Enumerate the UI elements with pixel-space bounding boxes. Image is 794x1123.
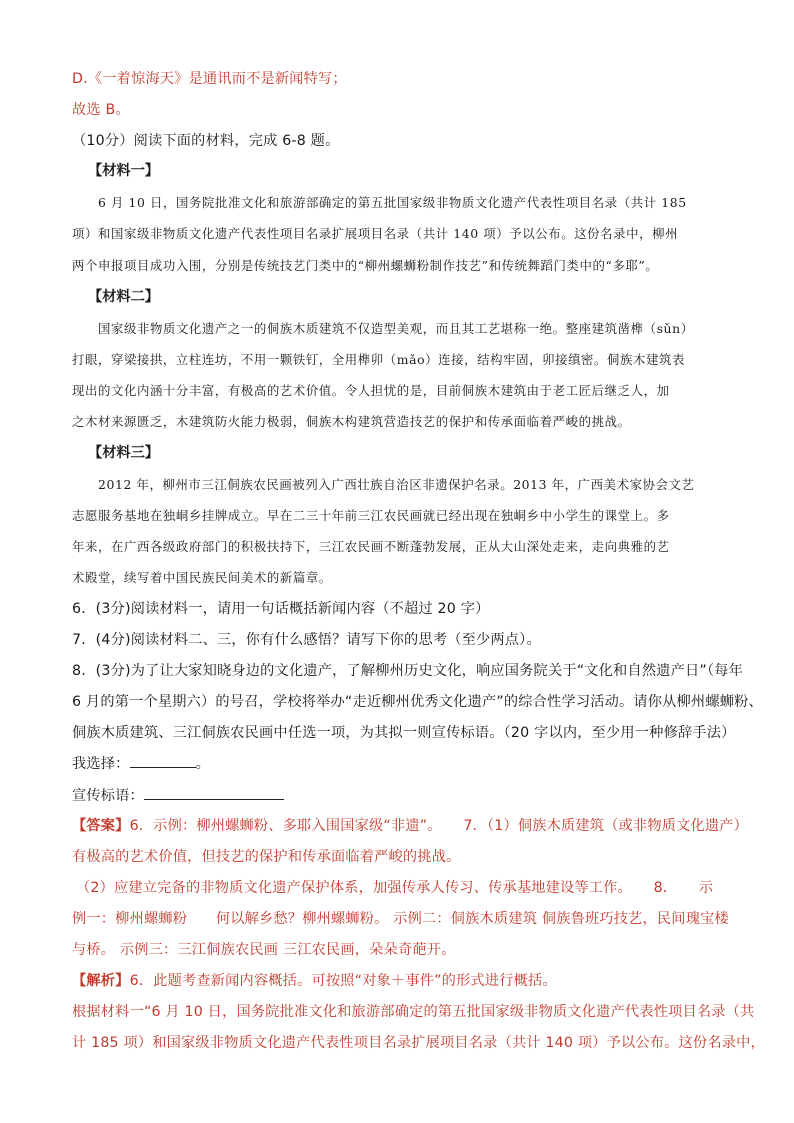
material-2-line: 之木材来源匮乏，木建筑防火能力极弱，侗族木构建筑营造技艺的保护和传承面临着严峻的挑战。 xyxy=(72,414,631,429)
question-8-line: 侗族木质建筑、三江侗族农民画中任选一项，为其拟一则宣传标语。（20 字以内，至少用一种修辞手法） xyxy=(72,725,736,741)
section-intro: （10分）阅读下面的材料，完成 6-8 题。 xyxy=(72,133,340,149)
question-6: 6．(3分)阅读材料一，请用一句话概括新闻内容（不超过 20 字） xyxy=(72,601,490,617)
material-1-line: 两个申报项目成功入围，分别是传统技艺门类中的“柳州螺蛳粉制作技艺”和传统舞蹈门类中的“多耶”。 xyxy=(72,258,659,273)
prev-option-d: D.《一着惊海天》是通讯而不是新闻特写； xyxy=(72,71,347,87)
material-3-line: 年来，在广西各级政府部门的积极扶持下，三江农民画不断蓬勃发展，正从大山深处走来，走向典雅的艺 xyxy=(72,539,670,554)
material-1-heading: 【材料一】 xyxy=(88,163,159,179)
material-1-line: 6 月 10 日，国务院批准文化和旅游部确定的第五批国家级非物质文化遗产代表性项目名录（共计 185 xyxy=(98,195,687,210)
answer-tag: 【答案】 xyxy=(72,818,130,834)
answer-line: 有极高的艺术价值，但技艺的保护和传承面临着严峻的挑战。 xyxy=(72,849,461,865)
analysis-tag: 【解析】 xyxy=(72,973,130,989)
material-2-line: 现出的文化内涵十分丰富，有极高的艺术价值。令人担忧的是，目前侗族木建筑由于老工匠后继乏人，加 xyxy=(72,383,670,398)
answer-line: 与桥。 示例三：三江侗族农民画 三江农民画，朵朵奇葩开。 xyxy=(72,942,456,958)
material-1-line: 项）和国家级非物质文化遗产代表性项目名录扩展项目名录（共计 140 项）予以公布。这份名录中，柳州 xyxy=(72,226,679,241)
material-2-line: 打眼，穿梁接拱，立柱连坊，不用一颗铁钉，全用榫卯（mǎo）连接，结构牢固，卯接缜密。侗族木建筑表 xyxy=(72,352,685,367)
material-2-heading: 【材料二】 xyxy=(88,289,159,305)
analysis-line: 计 185 项）和国家级非物质文化遗产代表性项目名录扩展项目名录（共计 140 项）予以公布。这份名录中， xyxy=(72,1035,765,1051)
material-3-heading: 【材料三】 xyxy=(88,445,159,461)
answer-line xyxy=(72,815,748,835)
question-8-line: 8．(3分)为了让大家知晓身边的文化遗产，了解柳州历史文化，响应国务院关于“文化和自然遗产日”（每年 xyxy=(72,663,743,679)
material-3-line: 志愿服务基地在独峒乡挂牌成立。早在二三十年前三江农民画就已经出现在独峒乡中小学生的课堂上。多 xyxy=(72,508,670,523)
prev-choice: 故选 B。 xyxy=(72,102,130,118)
slogan-blank[interactable] xyxy=(144,785,284,800)
choose-row xyxy=(72,753,210,773)
choose-end: 。 xyxy=(195,756,210,772)
analysis-first: 6．此题考查新闻内容概括。可按照“对象＋事件”的形式进行概括。 xyxy=(129,973,557,989)
slogan-label: 宣传标语： xyxy=(72,788,144,804)
material-2-line: 国家级非物质文化遗产之一的侗族木质建筑不仅造型美观，而且其工艺堪称一绝。整座建筑凿榫（sǔn） xyxy=(98,321,694,336)
analysis-line: 根据材料一“6 月 10 日，国务院批准文化和旅游部确定的第五批国家级非物质文化遗产代表性项目名录（共 xyxy=(72,1004,755,1020)
analysis-line xyxy=(72,970,557,990)
material-3-line: 2012 年，柳州市三江侗族农民画被列入广西壮族自治区非遗保护名录。2013 年，广西美术家协会文艺 xyxy=(98,477,695,492)
choose-blank[interactable] xyxy=(130,753,196,768)
answer-line: 例一：柳州螺蛳粉 何以解乡愁？柳州螺蛳粉。 示例二：侗族木质建筑 侗族鲁班巧技艺，民间瑰宝楼 xyxy=(72,911,729,927)
question-7: 7．(4分)阅读材料二、三，你有什么感悟？请写下你的思考（至少两点）。 xyxy=(72,632,541,648)
question-8-line: 6 月的第一个星期六）的号召，学校将举办“走近柳州优秀文化遗产”的综合性学习活动。请你从柳州螺蛳粉、 xyxy=(72,694,763,710)
material-3-line: 术殿堂，续写着中国民族民间美术的新篇章。 xyxy=(72,570,332,585)
choose-label: 我选择： xyxy=(72,756,130,772)
answer-text: 6．示例：柳州螺蛳粉、多耶入围国家级“非遗”。 7．（1）侗族木质建筑（或非物质文化遗产） xyxy=(129,818,749,834)
slogan-row xyxy=(72,785,284,805)
answer-line: （2）应建立完备的非物质文化遗产保护体系，加强传承人传习、传承基地建设等工作。 8． 示 xyxy=(76,880,714,896)
